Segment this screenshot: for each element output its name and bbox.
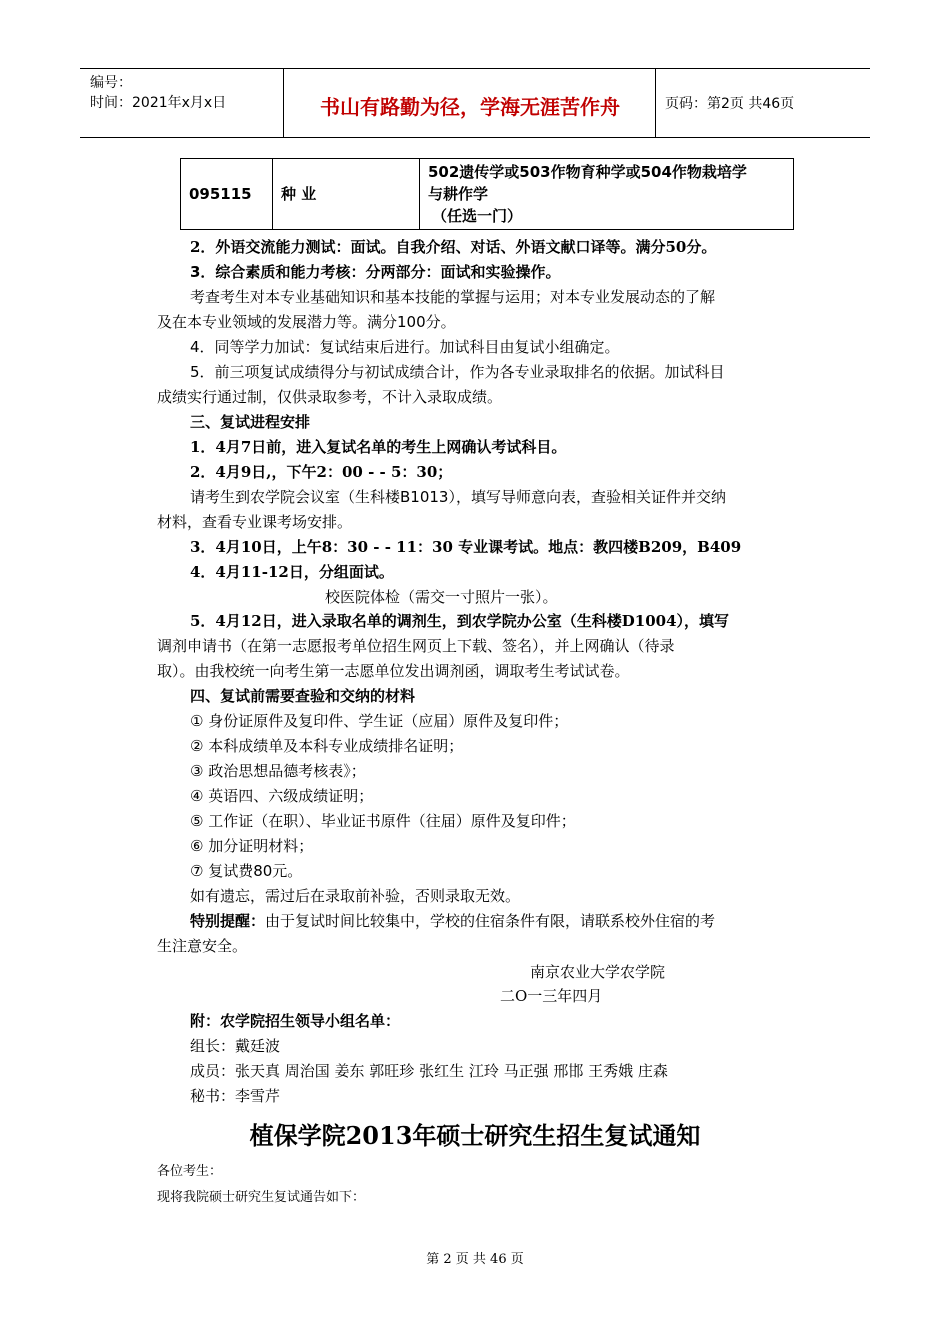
body-line: 5．前三项复试成绩得分与初试成绩合计，作为各专业录取排名的依据。加试科目	[190, 363, 725, 381]
section-heading: 三、复试进程安排	[190, 413, 311, 431]
body-line: 取）。由我校统一向考生第一志愿单位发出调剂函，调取考生考试试卷。	[157, 662, 630, 680]
body-line: 2．外语交流能力测试：面试。自我介绍、对话、外语文献口译等。满分50分。	[190, 238, 717, 256]
page-header	[80, 68, 870, 138]
list-item: ④ 英语四、六级成绩证明；	[190, 787, 374, 805]
section-label: 3．综合素质和能力考核：分两部分：面试和实验操作。	[190, 263, 561, 281]
member-line: 成员：张天真 周治国 姜东 郭旺珍 张红生 江玲 马正强 邢邯 王秀娥 庄森	[190, 1062, 668, 1080]
body-line: 5．4月12日，进入录取名单的调剂生，到农学院办公室（生科楼D1004），填写	[190, 612, 730, 630]
body-line: 4．4月11-12日，分组面试。	[190, 563, 394, 581]
header-motto: 书山有路勤为径，学海无涯苦作舟	[320, 95, 620, 119]
section-heading: 四、复试前需要查验和交纳的材料	[190, 687, 416, 705]
body-line: 调剂申请书（在第一志愿报考单位招生网页上下载、签名），并上网确认（待录	[157, 637, 675, 655]
header-page-number: 页码：第2页 共46页	[665, 96, 795, 112]
greeting: 各位考生：	[157, 1164, 223, 1179]
exam-subjects-line: 502遗传学或503作物育种学或504作物栽培学	[428, 163, 747, 181]
member-line: 组长：戴廷波	[190, 1037, 281, 1055]
list-item: ⑤ 工作证（在职）、毕业证书原件（往届）原件及复印件；	[190, 812, 576, 830]
page-footer: 第 2 页 共 46 页	[426, 1252, 524, 1267]
reminder-text: 由于复试时间比较集中，学校的住宿条件有限，请联系校外住宿的考	[265, 912, 716, 930]
body-line	[190, 261, 560, 283]
notice-title: 植保学院2013年硕士研究生招生复试通知	[249, 1121, 701, 1150]
member-line: 秘书：李雪芹	[190, 1087, 281, 1105]
list-item: ① 身份证原件及复印件、学生证（应届）原件及复印件；	[190, 712, 569, 730]
header-meta	[90, 73, 226, 113]
exam-subjects	[420, 159, 794, 230]
exam-subjects-line: （任选一门）	[432, 207, 523, 225]
list-item: ⑥ 加分证明材料；	[190, 837, 314, 855]
list-item: ② 本科成绩单及本科专业成绩排名证明；	[190, 737, 464, 755]
body-line: 材料，查看专业课考场安排。	[157, 513, 353, 531]
body-line: 4．同等学力加试：复试结束后进行。加试科目由复试小组确定。	[190, 338, 620, 356]
signature-date: 二O一三年四月	[500, 987, 603, 1005]
major-code: 095115	[181, 159, 273, 230]
body-line: 2．4月9日,，下午2：00 - - 5：30；	[190, 463, 453, 481]
header-divider	[283, 69, 284, 137]
header-divider	[655, 69, 656, 137]
body-line	[190, 910, 715, 932]
body-line: 1．4月7日前，进入复试名单的考生上网确认考试科目。	[190, 438, 567, 456]
exam-subjects-line: 与耕作学	[428, 185, 489, 203]
table-row	[181, 159, 794, 230]
section-heading: 附：农学院招生领导小组名单：	[190, 1012, 401, 1030]
header-date: 时间：2021年x月x日	[90, 95, 227, 111]
doc-number: 编号：	[90, 75, 132, 91]
body-line: 3．4月10日，上午8：30 - - 11：30 专业课考试。地点：教四楼B209，B409	[190, 538, 742, 556]
major-name: 种 业	[273, 159, 420, 230]
body-line: 请考生到农学院会议室（生科楼B1013），填写导师意向表，查验相关证件并交纳	[190, 488, 726, 506]
subject-table	[180, 158, 794, 230]
body-line: 考查考生对本专业基础知识和基本技能的掌握与运用；对本专业发展动态的了解	[190, 288, 716, 306]
body-line: 如有遗忘，需过后在录取前补验，否则录取无效。	[190, 887, 521, 905]
list-item: ⑦ 复试费80元。	[190, 862, 303, 880]
body-line: 校医院体检（需交一寸照片一张）。	[325, 588, 558, 606]
intro-line: 现将我院硕士研究生复试通告如下：	[157, 1190, 366, 1205]
body-line: 成绩实行通过制，仅供录取参考，不计入录取成绩。	[157, 388, 503, 406]
body-line: 生注意安全。	[157, 937, 248, 955]
body-line: 及在本专业领域的发展潜力等。满分100分。	[157, 313, 456, 331]
signature-org: 南京农业大学农学院	[530, 963, 666, 981]
reminder-label: 特别提醒：	[190, 912, 266, 930]
list-item: ③ 政治思想品德考核表》；	[190, 762, 366, 780]
